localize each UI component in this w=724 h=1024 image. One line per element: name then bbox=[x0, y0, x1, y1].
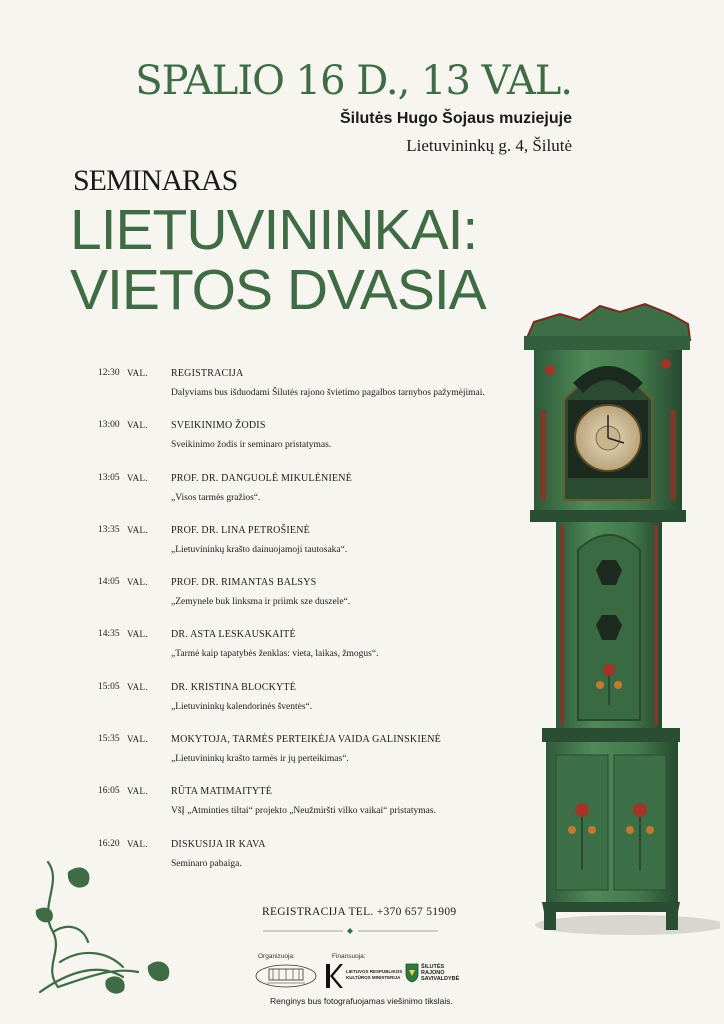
agenda-unit: VAL. bbox=[127, 681, 148, 692]
agenda-speaker: PROF. DR. RIMANTAS BALSYS bbox=[171, 577, 317, 589]
agenda-time: 14:35 bbox=[98, 629, 120, 640]
agenda-time: 13:00 bbox=[98, 420, 120, 431]
agenda-item bbox=[98, 577, 528, 629]
agenda-unit: VAL. bbox=[127, 838, 148, 849]
agenda-description: Dalyviams bus išduodami Šilutės rajono švietimo pagalbos tarnybos pažymėjimai. bbox=[171, 388, 485, 398]
agenda-speaker: DR. KRISTINA BLOCKYTĖ bbox=[171, 681, 297, 693]
title-line-2: VIETOS DVASIA bbox=[70, 258, 486, 322]
agenda-item bbox=[98, 682, 528, 734]
title-line-1: LIETUVININKAI: bbox=[70, 198, 478, 262]
agenda-description: „Visos tarmės gražios“. bbox=[171, 492, 261, 503]
agenda-speaker: DR. ASTA LESKAUSKAITĖ bbox=[171, 629, 296, 641]
agenda-item bbox=[98, 473, 528, 525]
agenda-description: „Lietuvininkų krašto dainuojamoji tautosaka“. bbox=[171, 544, 348, 555]
agenda-unit: VAL. bbox=[127, 524, 148, 535]
agenda-unit: VAL. bbox=[127, 734, 148, 745]
agenda-unit: VAL. bbox=[127, 629, 148, 640]
museum-logo bbox=[255, 964, 317, 988]
seminar-title bbox=[70, 200, 486, 320]
organizer-label: Organizuoja: bbox=[258, 953, 295, 960]
grandfather-clock-illustration bbox=[520, 300, 720, 940]
municipality-name-line-2: RAJONO bbox=[421, 970, 445, 976]
agenda-time: 16:20 bbox=[98, 838, 120, 849]
agenda-time: 15:05 bbox=[98, 681, 120, 692]
agenda-item bbox=[98, 734, 528, 786]
municipality-coat-of-arms-icon bbox=[405, 963, 419, 983]
divider-ornament bbox=[263, 928, 438, 934]
funder-label: Finansuoja: bbox=[332, 953, 366, 960]
agenda-description: „Lietuvininkų krašto tarmės ir jų perteikimas“. bbox=[171, 754, 349, 765]
date-heading: SPALIO 16 D., 13 VAL. bbox=[135, 58, 572, 104]
agenda-item bbox=[98, 420, 528, 472]
agenda-time: 16:05 bbox=[98, 786, 120, 797]
address: Lietuvininkų g. 4, Šilutė bbox=[406, 136, 572, 155]
agenda-time: 13:35 bbox=[98, 524, 120, 535]
seminar-kicker: SEMINARAS bbox=[73, 164, 238, 197]
agenda-unit: VAL. bbox=[127, 472, 148, 483]
agenda-description: „Lietuvininkų kalendorinės šventės“. bbox=[171, 701, 313, 712]
agenda-speaker: SVEIKINIMO ŽODIS bbox=[171, 420, 266, 432]
agenda-speaker: PROF. DR. DANGUOLĖ MIKULĖNIENĖ bbox=[171, 472, 353, 484]
photography-notice: Renginys bus fotografuojamas viešinimo tikslais. bbox=[270, 996, 453, 1006]
agenda-item bbox=[98, 629, 528, 681]
agenda-item bbox=[98, 525, 528, 577]
agenda-description: Sveikinimo žodis ir seminaro pristatymas. bbox=[171, 440, 332, 451]
agenda-description: „Tarmė kaip tapatybės ženklas: vieta, laikas, žmogus“. bbox=[171, 649, 379, 660]
ministry-logo-icon bbox=[324, 962, 344, 990]
agenda bbox=[98, 368, 528, 891]
ministry-name-line-2: KULTŪROS MINISTERIJA bbox=[346, 975, 401, 980]
agenda-speaker: PROF. DR. LINA PETROŠIENĖ bbox=[171, 524, 310, 536]
agenda-item bbox=[98, 786, 528, 838]
agenda-description: VšĮ „Atminties tiltai“ projekto „Neužmiršti vilko vaikai“ pristatymas. bbox=[171, 806, 436, 817]
venue: Šilutės Hugo Šojaus muziejuje bbox=[339, 110, 572, 127]
registration-phone: REGISTRACIJA TEL. +370 657 51909 bbox=[262, 906, 457, 918]
ministry-name-line-1: LIETUVOS RESPUBLIKOS bbox=[346, 969, 403, 974]
municipality-name-line-1: ŠILUTĖS bbox=[421, 964, 445, 970]
agenda-description: Seminaro pabaiga. bbox=[171, 858, 242, 869]
agenda-time: 14:05 bbox=[98, 577, 120, 588]
agenda-item bbox=[98, 368, 528, 420]
agenda-time: 12:30 bbox=[98, 368, 120, 378]
agenda-unit: VAL. bbox=[127, 368, 148, 378]
agenda-speaker: MOKYTOJA, TARMĖS PERTEIKĖJA VAIDA GALINSKIENĖ bbox=[171, 734, 441, 746]
agenda-description: „Zemynele buk linksma ir priimk sze duszele“. bbox=[171, 597, 351, 608]
agenda-speaker: DISKUSIJA IR KAVA bbox=[171, 838, 266, 850]
agenda-unit: VAL. bbox=[127, 786, 148, 797]
municipality-name-line-3: SAVIVALDYBĖ bbox=[421, 976, 460, 982]
agenda-speaker: REGISTRACIJA bbox=[171, 368, 244, 379]
agenda-unit: VAL. bbox=[127, 420, 148, 431]
agenda-speaker: RŪTA MATIMAITYTĖ bbox=[171, 786, 273, 798]
agenda-unit: VAL. bbox=[127, 577, 148, 588]
agenda-time: 13:05 bbox=[98, 472, 120, 483]
floral-ornament-icon bbox=[28, 852, 178, 1002]
agenda-time: 15:35 bbox=[98, 734, 120, 745]
